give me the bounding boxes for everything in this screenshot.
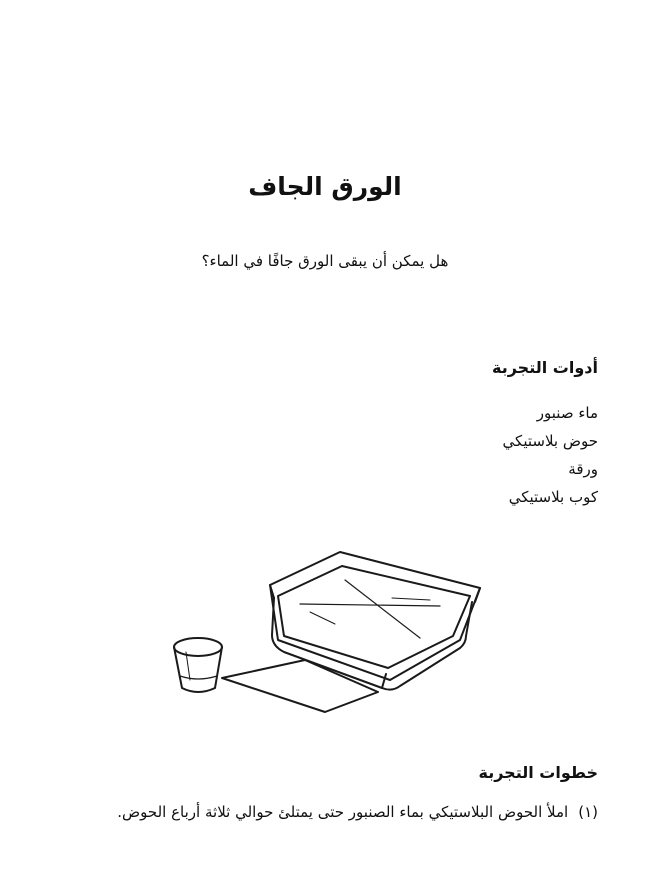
plastic-cup-drawing bbox=[174, 638, 222, 692]
step-text: املأ الحوض البلاستيكي بماء الصنبور حتى يمتلئ حوالي ثلاثة أرباع الحوض. bbox=[117, 803, 569, 821]
tools-heading: أدوات التجربة bbox=[492, 358, 598, 377]
experiment-question: هل يمكن أن يبقى الورق جافًا في الماء؟ bbox=[201, 252, 449, 270]
tools-list bbox=[503, 399, 598, 511]
step-item bbox=[40, 803, 598, 821]
page-title: الورق الجاف bbox=[248, 172, 402, 201]
tool-item: حوض بلاستيكي bbox=[502, 432, 598, 450]
steps-list bbox=[40, 803, 598, 821]
tool-item: ورقة bbox=[568, 460, 598, 478]
tool-item: كوب بلاستيكي bbox=[508, 488, 598, 506]
experiment-illustration bbox=[160, 540, 500, 725]
step-number: (١) bbox=[578, 803, 598, 821]
plastic-tub-drawing bbox=[270, 552, 480, 690]
tool-item: ماء صنبور bbox=[536, 404, 598, 422]
steps-heading: خطوات التجربة bbox=[478, 763, 598, 782]
